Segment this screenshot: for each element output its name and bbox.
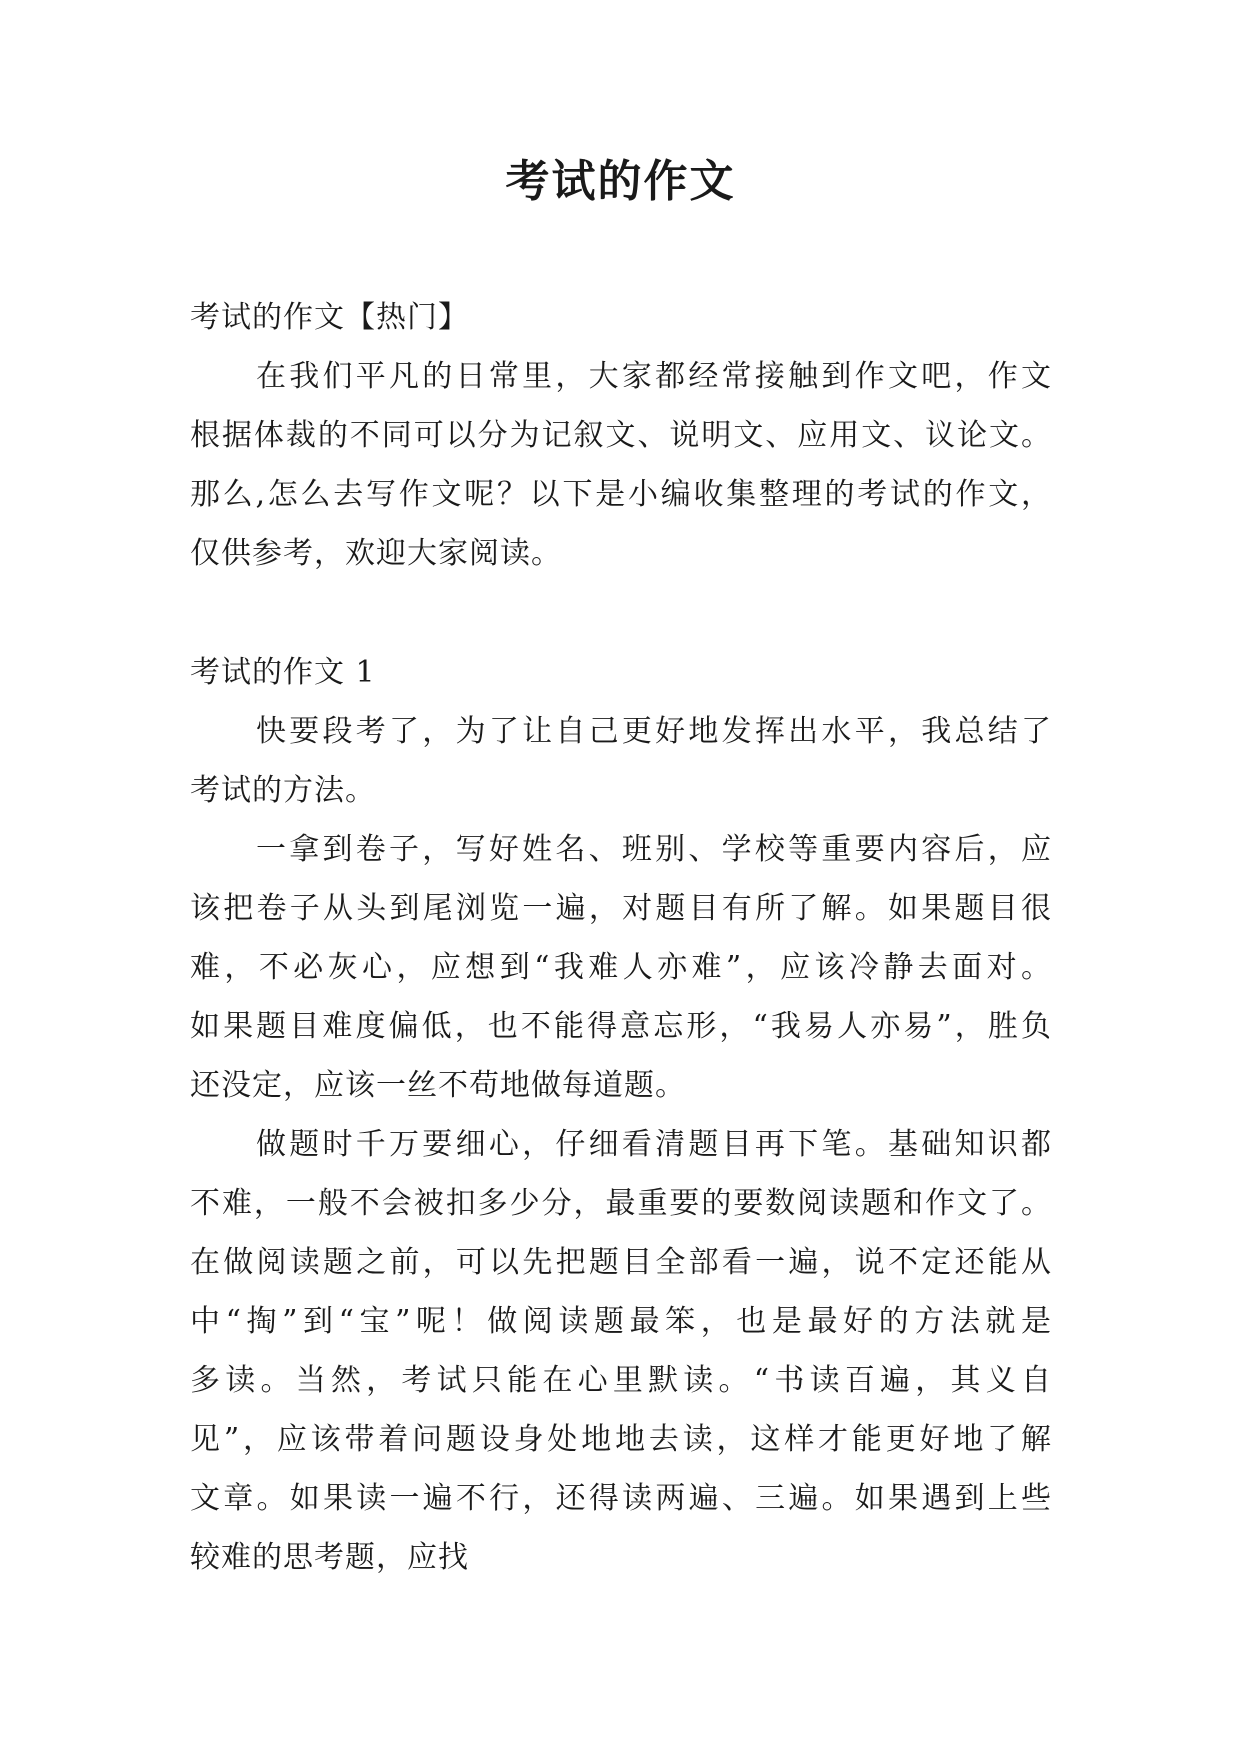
paragraph-line: 在做阅读题之前，可以先把题目全部看一遍，说不定还能从: [190, 1245, 1052, 1280]
paragraph-line: 快要段考了，为了让自己更好地发挥出水平，我总结了: [256, 714, 1052, 749]
document-body: [190, 288, 1052, 1587]
paragraph-line: 仅供参考，欢迎大家阅读。: [190, 536, 562, 571]
paragraph-line: 如果题目难度偏低，也不能得意忘形，“我易人亦易”，胜负: [190, 1009, 1052, 1044]
paragraph-line: 该把卷子从头到尾浏览一遍，对题目有所了解。如果题目很: [190, 891, 1052, 926]
paragraph-line: 一拿到卷子，写好姓名、班别、学校等重要内容后，应: [256, 832, 1052, 867]
paragraph-line: 文章。如果读一遍不行，还得读两遍、三遍。如果遇到上些: [190, 1481, 1052, 1516]
paragraph-line: 多读。当然，考试只能在心里默读。“书读百遍，其义自: [190, 1363, 1052, 1398]
spacer: [190, 583, 1052, 643]
paragraph-line: 见”，应该带着问题设身处地地去读，这样才能更好地了解: [190, 1422, 1052, 1457]
paragraph-line: 不难，一般不会被扣多少分，最重要的要数阅读题和作文了。: [190, 1186, 1052, 1221]
paragraph-2: [190, 820, 1052, 1115]
paragraph-line: 那么,怎么去写作文呢？以下是小编收集整理的考试的作文，: [190, 477, 1052, 512]
paragraph-line: 较难的思考题，应找: [190, 1540, 469, 1575]
subtitle: 考试的作文【热门】: [190, 300, 469, 335]
paragraph-1: [190, 702, 1052, 820]
section-heading: 考试的作文 1: [190, 655, 376, 690]
paragraph-line: 难，不必灰心，应想到“我难人亦难”，应该冷静去面对。: [190, 950, 1052, 985]
paragraph-line: 中“掏”到“宝”呢！做阅读题最笨，也是最好的方法就是: [190, 1304, 1052, 1339]
document-title: 考试的作文: [505, 156, 736, 207]
paragraph-line: 根据体裁的不同可以分为记叙文、说明文、应用文、议论文。: [190, 418, 1052, 453]
intro-paragraph: [190, 347, 1052, 583]
paragraph-line: 做题时千万要细心，仔细看清题目再下笔。基础知识都: [256, 1127, 1052, 1162]
paragraph-line: 考试的方法。: [190, 773, 376, 808]
paragraph-line: 在我们平凡的日常里，大家都经常接触到作文吧，作文: [256, 359, 1052, 394]
paragraph-line: 还没定，应该一丝不苟地做每道题。: [190, 1068, 686, 1103]
paragraph-3: [190, 1115, 1052, 1587]
